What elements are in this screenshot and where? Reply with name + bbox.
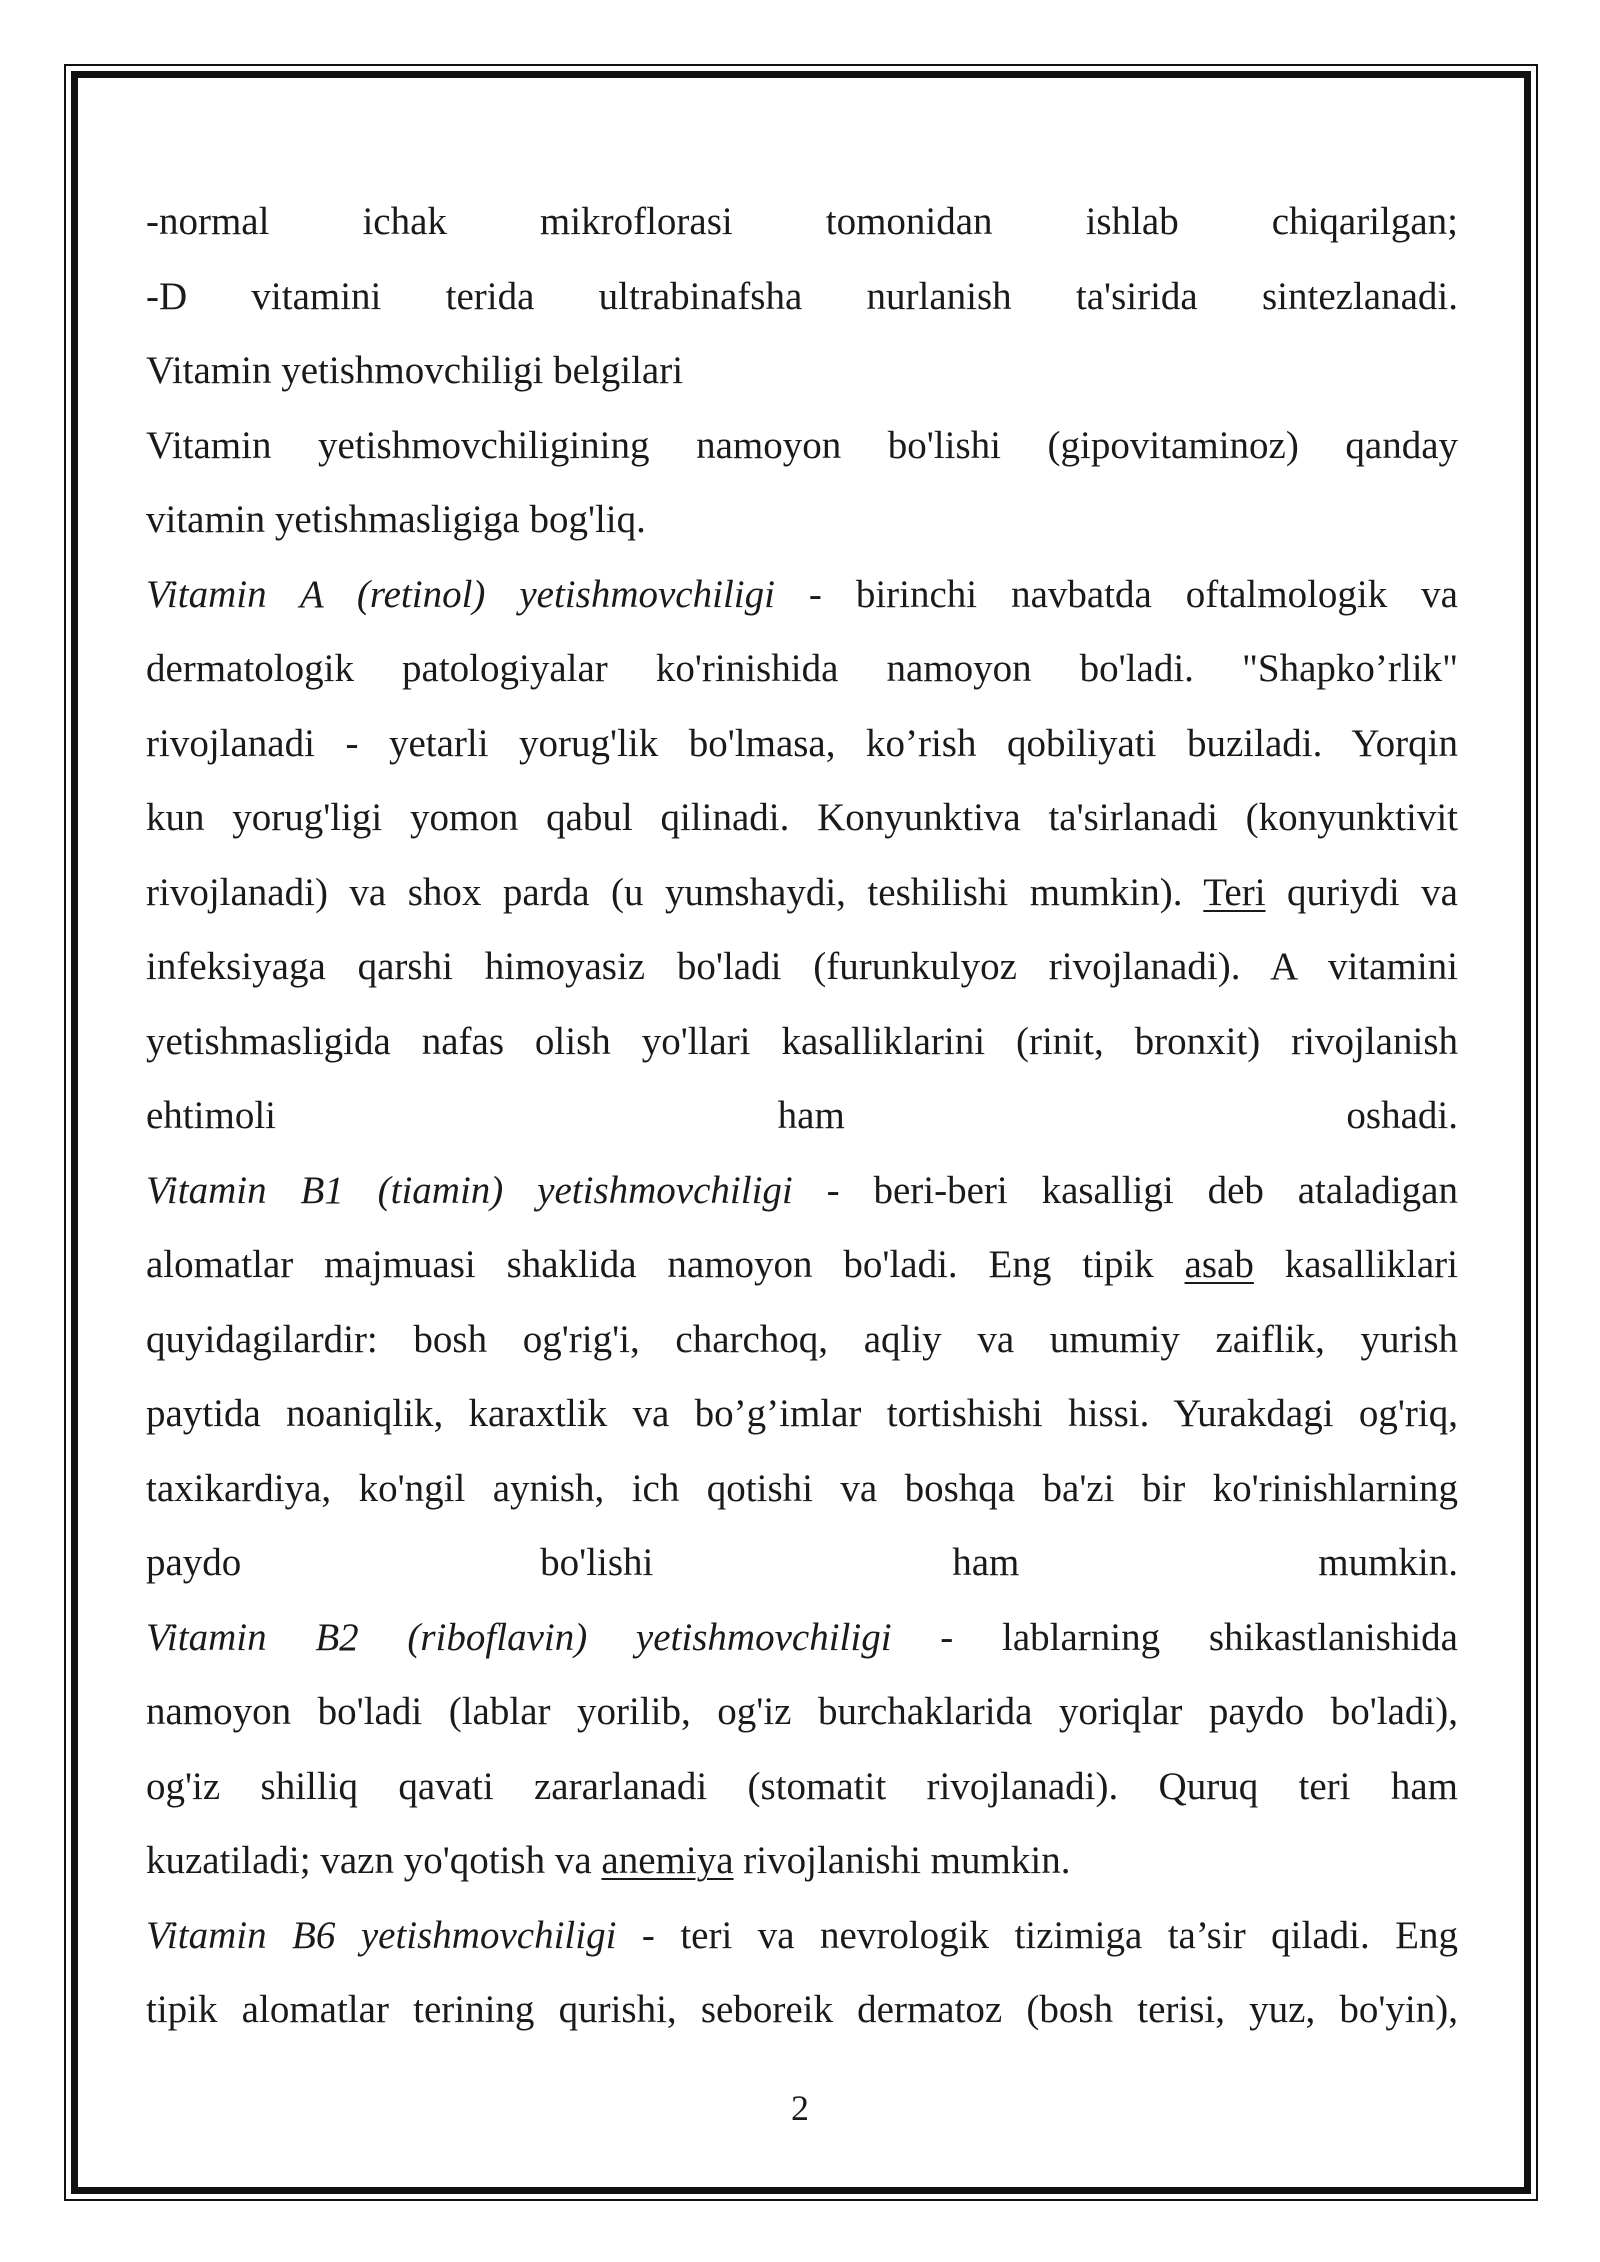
text-line bbox=[146, 1824, 1458, 1899]
text-span: - lablarning shikastlanishida bbox=[891, 1615, 1458, 1659]
text-span: - teri va nevrologik tizimiga ta’sir qiladi. Eng bbox=[616, 1913, 1458, 1957]
text-line: kun yorug'ligi yomon qabul qilinadi. Konyunktiva ta'sirlanadi (konyunktivit bbox=[146, 796, 1458, 839]
text-line: -normal ichak mikroflorasi tomonidan ishlab chiqarilgan; bbox=[146, 200, 1458, 243]
text-line: ehtimoli ham oshadi. bbox=[146, 1094, 1458, 1137]
vitamin-heading: Vitamin B6 yetishmovchiligi bbox=[146, 1913, 617, 1957]
page-number: 2 bbox=[791, 2088, 809, 2128]
text-line: og'iz shilliq qavati zararlanadi (stomatit rivojlanadi). Quruq teri ham bbox=[146, 1764, 1458, 1808]
text-line bbox=[146, 1899, 1458, 1974]
document-body bbox=[146, 185, 1458, 2048]
text-line: dermatologik patologiyalar ko'rinishida namoyon bo'ladi. "Shapko’rlik" bbox=[146, 647, 1458, 690]
text-span: alomatlar majmuasi shaklida namoyon bo'ladi. Eng tipik bbox=[146, 1243, 1185, 1286]
text-span: quriydi va bbox=[1265, 870, 1458, 914]
text-line: yetishmasligida nafas olish yo'llari kasalliklarini (rinit, bronxit) rivojlanish bbox=[146, 1019, 1458, 1063]
vitamin-heading: Vitamin A (retinol) yetishmovchiligi bbox=[146, 572, 775, 616]
vitamin-heading: Vitamin B2 (riboflavin) yetishmovchiligi bbox=[146, 1615, 892, 1659]
text-line bbox=[146, 1228, 1458, 1303]
text-line: -D vitamini terida ultrabinafsha nurlanish ta'sirida sintezlanadi. bbox=[146, 274, 1458, 318]
text-line: rivojlanadi - yetarli yorug'lik bo'lmasa, ko’rish qobiliyati buziladi. Yorqin bbox=[146, 721, 1458, 765]
text-line: vitamin yetishmasligiga bog'liq. bbox=[146, 498, 646, 541]
text-line bbox=[146, 856, 1458, 931]
text-line: tipik alomatlar terining qurishi, seboreik dermatoz (bosh terisi, yuz, bo'yin), bbox=[146, 1988, 1458, 2031]
underlined-term: anemiya bbox=[601, 1839, 734, 1882]
text-line: Vitamin yetishmovchiligi belgilari bbox=[146, 349, 684, 392]
underlined-term: Teri bbox=[1203, 870, 1266, 914]
text-line: taxikardiya, ko'ngil aynish, ich qotishi va boshqa ba'zi bir ko'rinishlarning bbox=[146, 1466, 1458, 1510]
underlined-term: asab bbox=[1184, 1243, 1254, 1286]
text-span: - beri-beri kasalligi deb ataladigan bbox=[792, 1168, 1458, 1212]
text-line: namoyon bo'ladi (lablar yorilib, og'iz burchaklarida yoriqlar paydo bo'ladi), bbox=[146, 1690, 1458, 1733]
text-line: Vitamin yetishmovchiligining namoyon bo'lishi (gipovitaminoz) qanday bbox=[146, 423, 1458, 467]
vitamin-heading: Vitamin B1 (tiamin) yetishmovchiligi bbox=[146, 1168, 793, 1212]
text-line: paydo bo'lishi ham mumkin. bbox=[146, 1541, 1458, 1584]
text-span: rivojlanadi) va shox parda (u yumshaydi, teshilishi mumkin). bbox=[146, 870, 1204, 914]
text-line: paytida noaniqlik, karaxtlik va bo’g’imlar tortishishi hissi. Yurakdagi og'riq, bbox=[146, 1392, 1458, 1435]
text-line: infeksiyaga qarshi himoyasiz bo'ladi (furunkulyoz rivojlanadi). A vitamini bbox=[146, 945, 1458, 988]
text-line: quyidagilardir: bosh og'rig'i, charchoq, aqliy va umumiy zaiflik, yurish bbox=[146, 1317, 1458, 1361]
text-line bbox=[146, 1601, 1458, 1676]
text-span: kasalliklari bbox=[1253, 1243, 1458, 1286]
text-span: kuzatiladi; vazn yo'qotish va bbox=[146, 1839, 602, 1882]
text-span: - birinchi navbatda oftalmologik va bbox=[774, 572, 1458, 616]
text-span: rivojlanishi mumkin. bbox=[733, 1839, 1071, 1882]
text-line bbox=[146, 558, 1458, 633]
text-line bbox=[146, 1154, 1458, 1229]
